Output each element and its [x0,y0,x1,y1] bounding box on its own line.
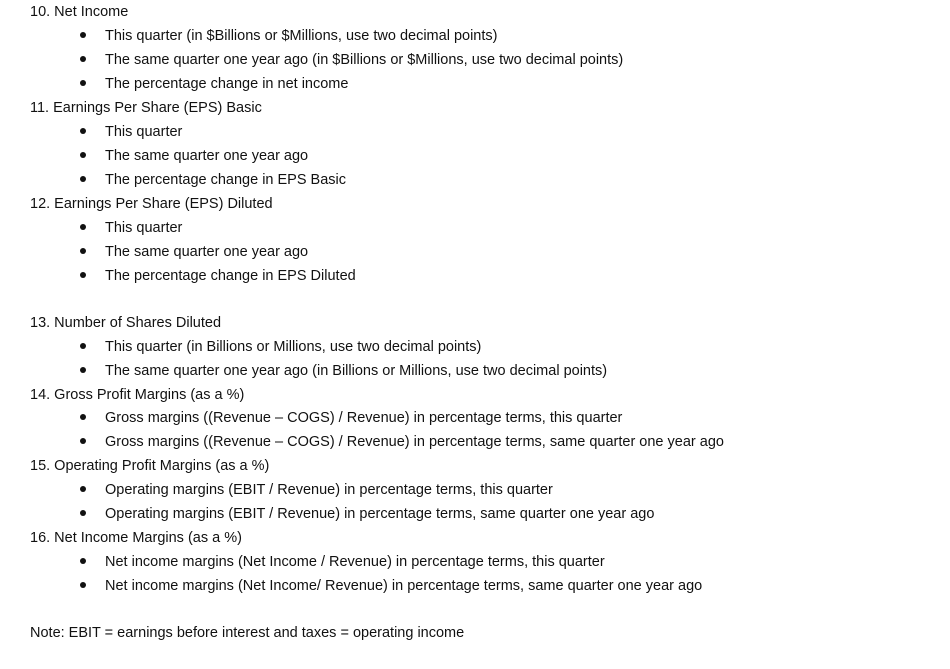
list-item [80,478,553,502]
section-heading-net-income-margins: 16. Net Income Margins (as a %) [30,530,242,546]
list-item-text: Operating margins (EBIT / Revenue) in percentage terms, this quarter [105,482,553,498]
bullet-icon [80,510,86,516]
list-item [80,264,356,288]
bullet-icon [80,367,86,373]
bullet-icon [80,486,86,492]
list-item-text: The percentage change in EPS Diluted [105,268,356,284]
bullet-icon [80,224,86,230]
list-item [80,72,348,96]
list-item [80,335,481,359]
bullet-icon [80,152,86,158]
section-heading-eps-diluted: 12. Earnings Per Share (EPS) Diluted [30,196,273,212]
list-item-text: Net income margins (Net Income/ Revenue) in percentage terms, same quarter one year ago [105,578,703,594]
list-item-text: Net income margins (Net Income / Revenue) in percentage terms, this quarter [105,554,605,570]
bullet-icon [80,438,86,444]
list-item-text: The same quarter one year ago (in Billions or Millions, use two decimal points) [105,363,608,379]
list-item-text: This quarter (in $Billions or $Millions, use two decimal points) [105,28,498,44]
section-heading-eps-basic: 11. Earnings Per Share (EPS) Basic [30,100,262,116]
section-heading-operating-margins: 15. Operating Profit Margins (as a %) [30,458,270,474]
bullet-icon [80,128,86,134]
list-item-text: This quarter [105,220,183,236]
bullet-icon [80,80,86,86]
list-item [80,430,724,454]
bullet-icon [80,558,86,564]
bullet-icon [80,248,86,254]
list-item [80,359,607,383]
list-item [80,240,308,264]
list-item-text: The same quarter one year ago [105,148,309,164]
section-heading-net-income: 10. Net Income [30,4,129,20]
list-item [80,120,182,144]
list-item-text: Gross margins ((Revenue – COGS) / Revenue) in percentage terms, this quarter [105,410,623,426]
list-item-text: This quarter (in Billions or Millions, use two decimal points) [105,339,482,355]
list-item-text: Operating margins (EBIT / Revenue) in percentage terms, same quarter one year ago [105,506,655,522]
list-item-text: The percentage change in EPS Basic [105,172,347,188]
list-item-text: The percentage change in net income [105,76,349,92]
bullet-icon [80,32,86,38]
list-item [80,48,623,72]
list-item [80,216,182,240]
list-item-text: Gross margins ((Revenue – COGS) / Revenue) in percentage terms, same quarter one year ago [105,434,724,450]
bullet-icon [80,414,86,420]
list-item [80,574,702,598]
section-heading-gross-margins: 14. Gross Profit Margins (as a %) [30,387,245,403]
list-item [80,406,622,430]
list-item [80,502,654,526]
list-item-text: The same quarter one year ago (in $Billions or $Millions, use two decimal points) [105,52,624,68]
list-item-text: This quarter [105,124,183,140]
bullet-icon [80,56,86,62]
bullet-icon [80,582,86,588]
list-item-text: The same quarter one year ago [105,244,309,260]
list-item [80,550,605,574]
list-item [80,24,497,48]
bullet-icon [80,176,86,182]
bullet-icon [80,343,86,349]
list-item [80,144,308,168]
footnote: Note: EBIT = earnings before interest and taxes = operating income [30,625,465,641]
list-item [80,168,346,192]
bullet-icon [80,272,86,278]
section-heading-shares-diluted: 13. Number of Shares Diluted [30,315,222,331]
